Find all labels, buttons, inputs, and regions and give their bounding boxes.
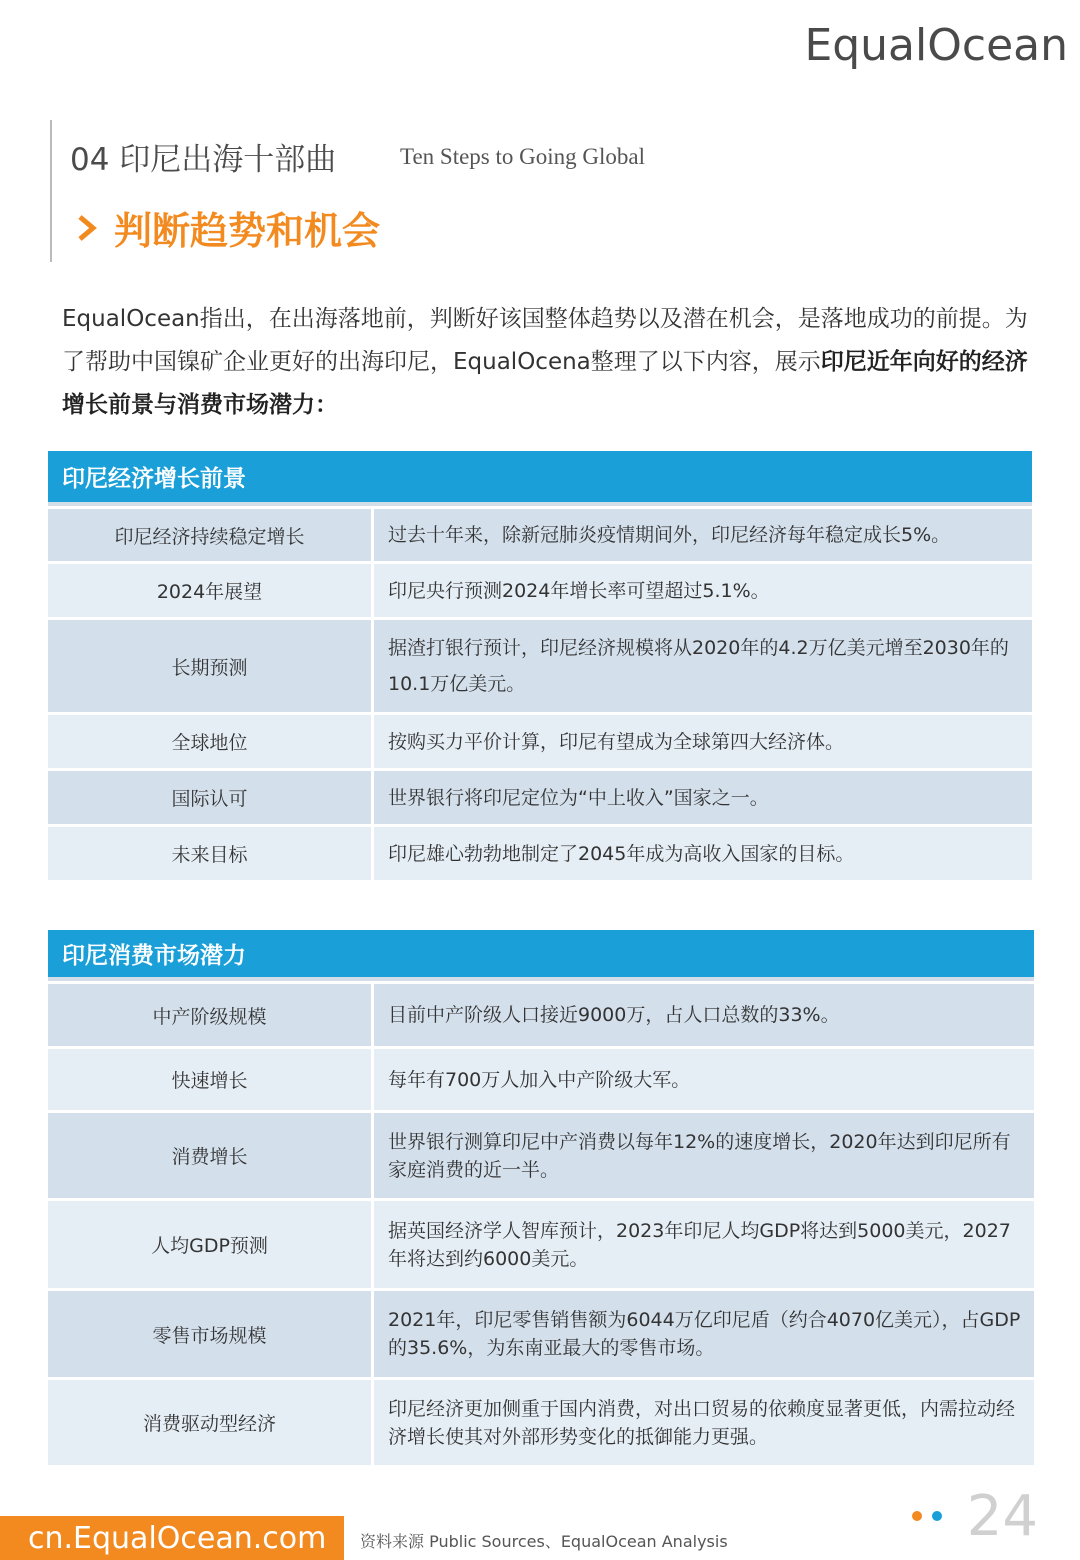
section-english-title: Ten Steps to Going Global	[400, 144, 645, 169]
table-row	[48, 768, 1032, 824]
row-label: 2024年展望	[48, 564, 374, 617]
row-label: 快速增长	[48, 1049, 374, 1110]
row-label: 长期预测	[48, 620, 374, 712]
intro-emphasis: 印尼近年向好的经济增长前景与消费市场潜力：	[62, 349, 1028, 418]
table-title: 印尼消费市场潜力	[48, 930, 1034, 981]
row-value: 印尼央行预测2024年增长率可望超过5.1%。	[374, 564, 1032, 617]
table-row	[48, 712, 1032, 768]
row-value: 按购买力平价计算，印尼有望成为全球第四大经济体。	[374, 715, 1032, 768]
row-label: 未来目标	[48, 827, 374, 880]
section-number-title: 04 印尼出海十部曲	[70, 142, 337, 178]
row-value: 过去十年来，除新冠肺炎疫情期间外，印尼经济每年稳定成长5%。	[374, 509, 1032, 561]
consumer-market-table	[48, 930, 1034, 1465]
table-row	[48, 1046, 1034, 1110]
row-value: 印尼经济更加侧重于国内消费，对出口贸易的依赖度显著更低，内需拉动经济增长使其对外部形势变化的抵御能力更强。	[374, 1380, 1034, 1465]
section-header	[50, 120, 645, 262]
row-label: 国际认可	[48, 771, 374, 824]
row-value: 每年有700万人加入中产阶级大军。	[374, 1049, 1034, 1110]
orange-dot-icon	[912, 1511, 922, 1521]
row-label: 中产阶级规模	[48, 984, 374, 1046]
chevron-right-icon	[76, 213, 98, 243]
row-value: 印尼雄心勃勃地制定了2045年成为高收入国家的目标。	[374, 827, 1032, 880]
table-row	[48, 1377, 1034, 1465]
intro-paragraph	[62, 298, 1047, 427]
table-row	[48, 561, 1032, 617]
table-row	[48, 506, 1032, 561]
row-value: 据渣打银行预计，印尼经济规模将从2020年的4.2万亿美元增至2030年的10.1万亿美元。	[374, 620, 1032, 712]
row-value: 2021年，印尼零售销售额为6044万亿印尼盾（约合4070亿美元），占GDP的35.6%，为东南亚最大的零售市场。	[374, 1291, 1034, 1377]
table-row	[48, 981, 1034, 1046]
table-row	[48, 1110, 1034, 1198]
page-number: 24	[966, 1484, 1038, 1549]
table-row	[48, 824, 1032, 880]
row-value: 世界银行将印尼定位为“中上收入”国家之一。	[374, 771, 1032, 824]
section-subtitle: 判断趋势和机会	[114, 209, 381, 253]
page-dots-icon	[912, 1511, 952, 1521]
intro-text: EqualOcean指出，在出海落地前，判断好该国整体趋势以及潜在机会，是落地成功的前提。为了帮助中国镍矿企业更好的出海印尼，EqualOcena整理了以下内容，展示	[62, 306, 1028, 375]
table-row	[48, 1198, 1034, 1288]
row-label: 人均GDP预测	[48, 1201, 374, 1288]
table-title: 印尼经济增长前景	[48, 451, 1032, 506]
website-link[interactable]: cn.EqualOcean.com	[0, 1516, 344, 1560]
table-row	[48, 617, 1032, 712]
row-label: 零售市场规模	[48, 1291, 374, 1377]
row-label: 消费驱动型经济	[48, 1380, 374, 1465]
row-value: 目前中产阶级人口接近9000万，占人口总数的33%。	[374, 984, 1034, 1046]
row-label: 全球地位	[48, 715, 374, 768]
source-note: 资料来源 Public Sources、EqualOcean Analysis	[360, 1532, 728, 1551]
table-row	[48, 1288, 1034, 1377]
equalocean-logo: EqualOcean	[804, 20, 1068, 71]
blue-dot-icon	[932, 1511, 942, 1521]
subtitle-row	[76, 200, 380, 255]
row-value: 世界银行测算印尼中产消费以每年12%的速度增长，2020年达到印尼所有家庭消费的近一半。	[374, 1113, 1034, 1198]
economy-outlook-table	[48, 451, 1032, 880]
row-value: 据英国经济学人智库预计，2023年印尼人均GDP将达到5000美元，2027年将达到约6000美元。	[374, 1201, 1034, 1288]
row-label: 消费增长	[48, 1113, 374, 1198]
row-label: 印尼经济持续稳定增长	[48, 509, 374, 561]
